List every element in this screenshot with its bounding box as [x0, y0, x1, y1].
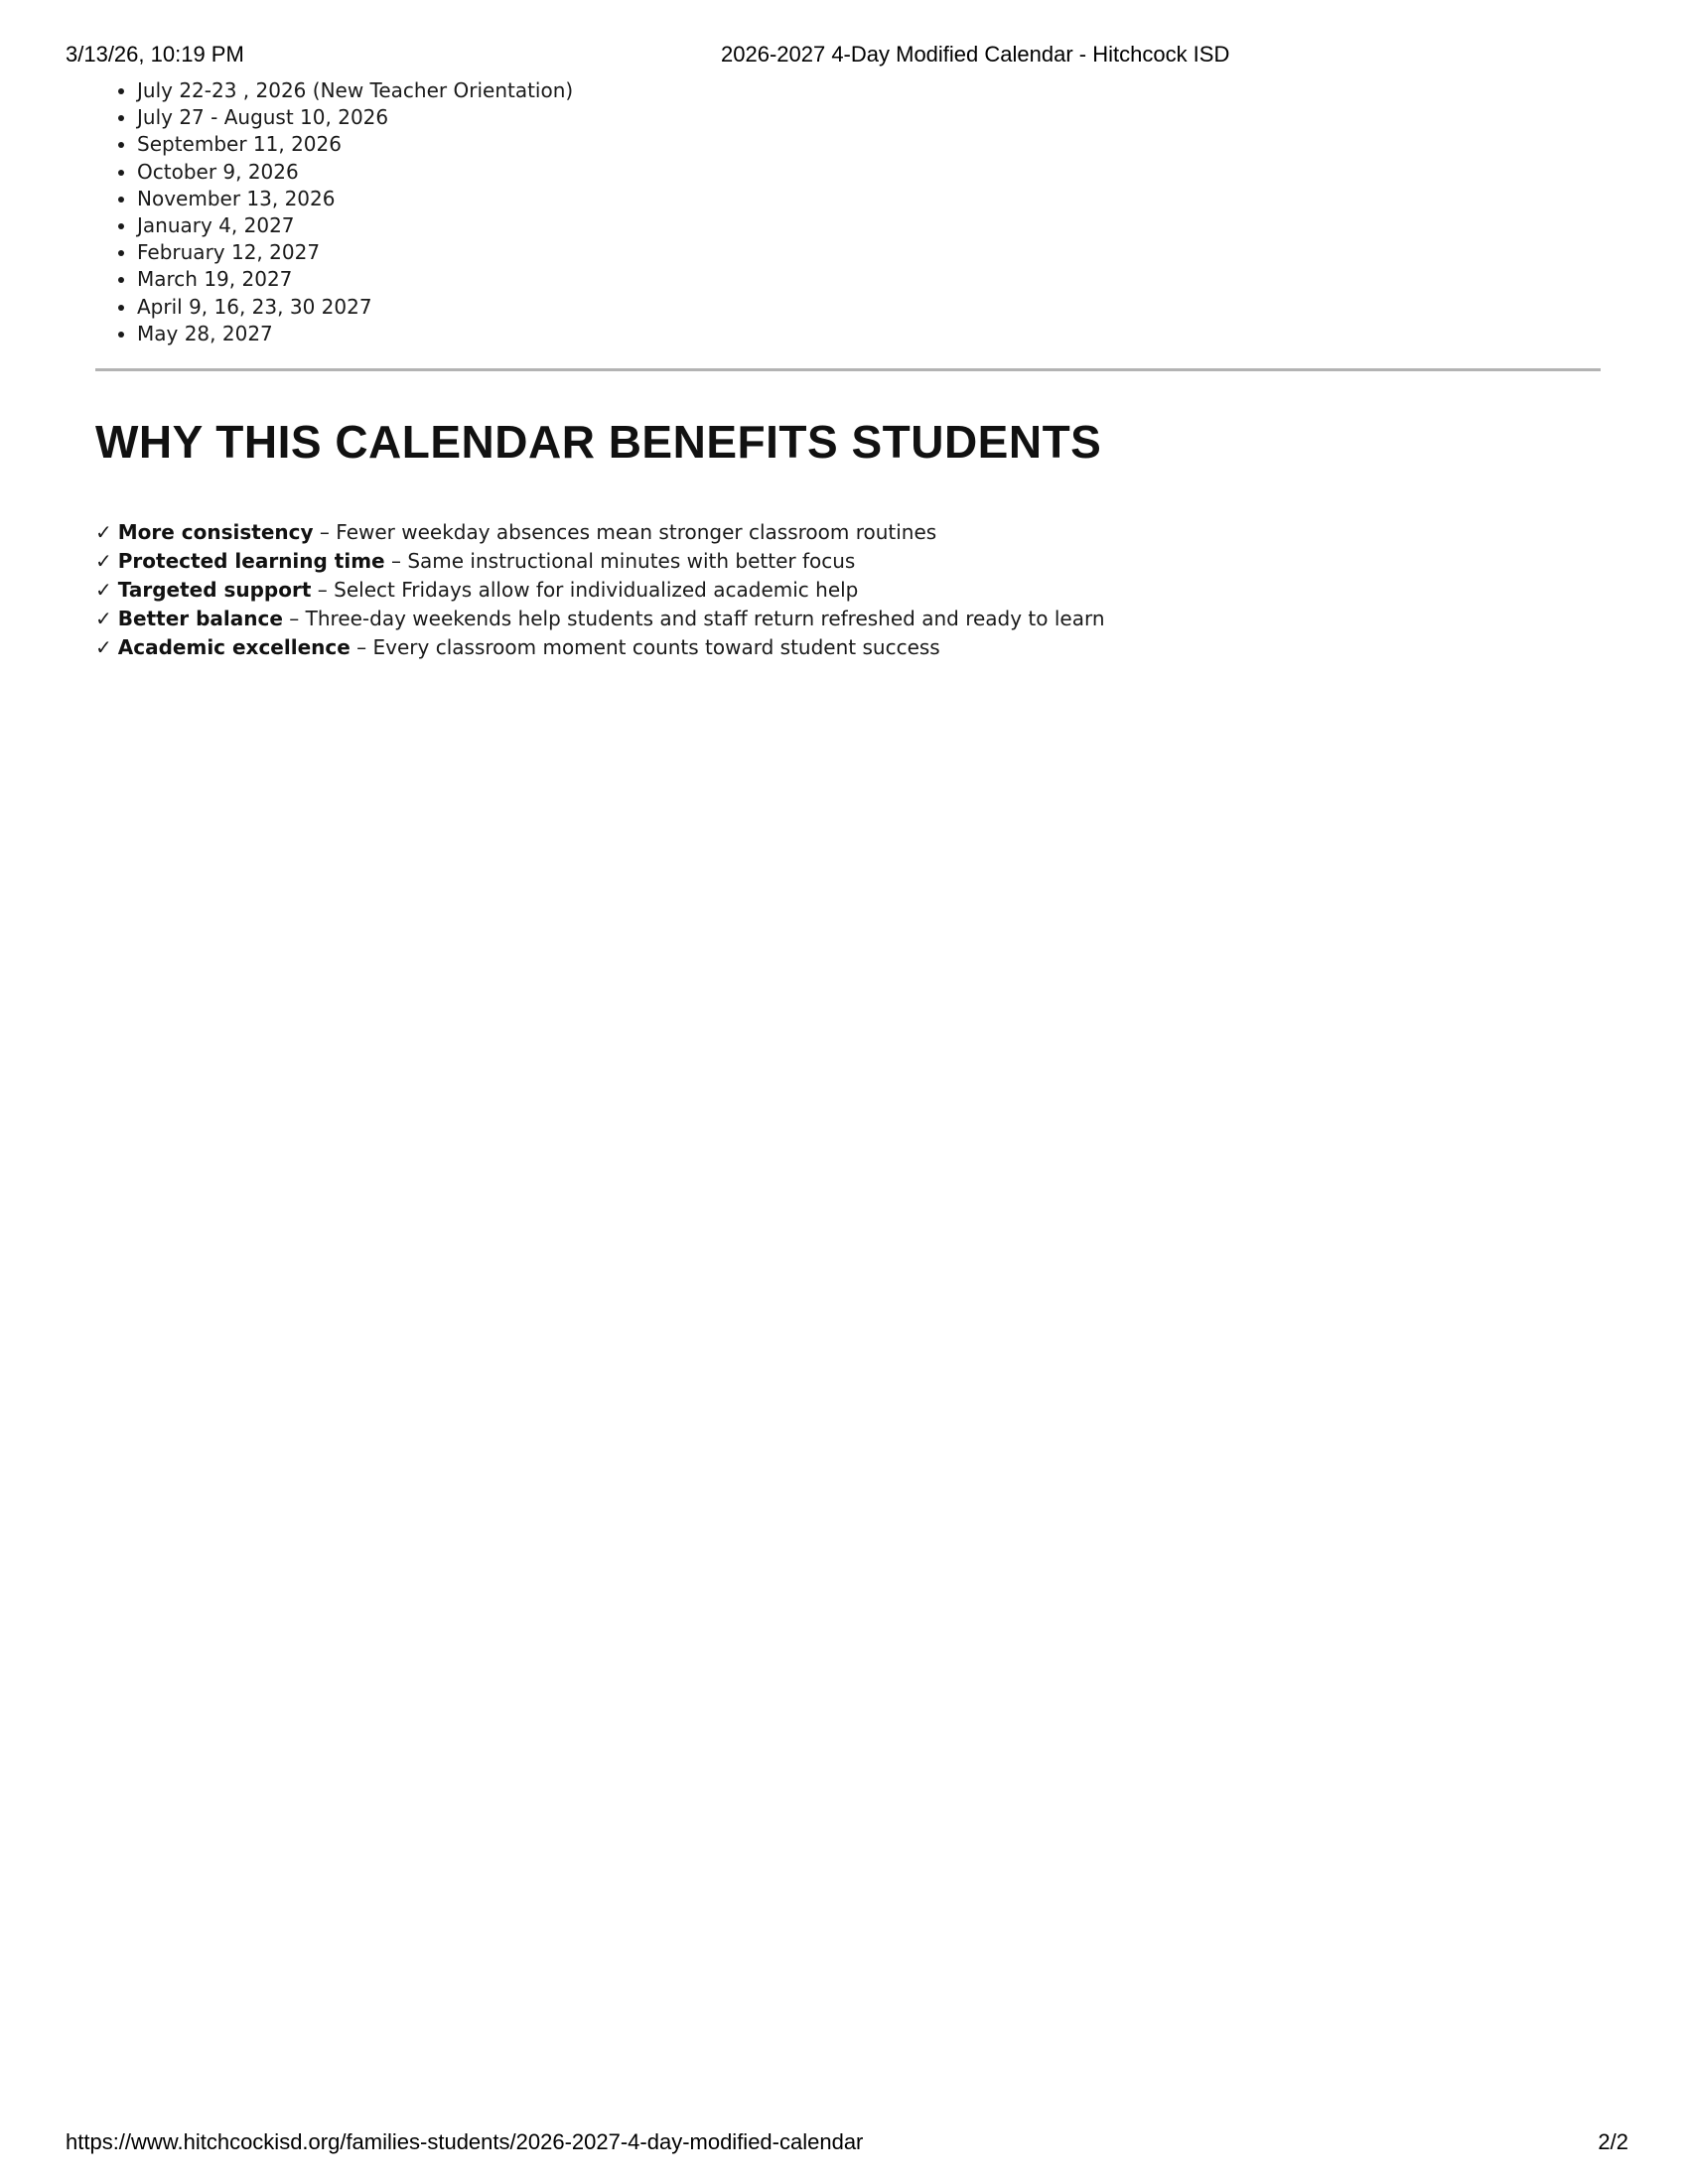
section-title: WHY THIS CALENDAR BENEFITS STUDENTS: [95, 416, 1102, 468]
date-list-item: • July 27 - August 10, 2026: [137, 104, 573, 131]
date-list-item: • October 9, 2026: [137, 159, 573, 186]
benefit-item: [95, 605, 1105, 633]
benefit-item: [95, 576, 1105, 605]
date-list-item: • May 28, 2027: [137, 321, 573, 347]
checkmark-icon: ✓: [95, 520, 112, 544]
benefit-text: – Fewer weekday absences mean stronger classroom routines: [313, 520, 937, 544]
benefit-label: Academic excellence: [117, 635, 351, 659]
calendar-dates-list: [95, 77, 573, 347]
print-footer-page-number: 2/2: [1598, 2129, 1628, 2154]
date-list-item: • February 12, 2027: [137, 239, 573, 266]
benefit-text: – Three-day weekends help students and staff return refreshed and ready to learn: [282, 607, 1105, 630]
benefit-label: Protected learning time: [117, 549, 385, 573]
benefit-label: More consistency: [117, 520, 314, 544]
checkmark-icon: ✓: [95, 635, 112, 659]
benefit-label: Better balance: [117, 607, 283, 630]
benefit-text: – Every classroom moment counts toward student success: [350, 635, 940, 659]
benefit-item: [95, 547, 1105, 576]
benefits-list: [95, 518, 1105, 662]
benefit-item: [95, 633, 1105, 662]
benefit-text: – Same instructional minutes with better focus: [384, 549, 856, 573]
benefit-item: [95, 518, 1105, 547]
benefit-text: – Select Fridays allow for individualized academic help: [311, 578, 859, 602]
date-list-item: • November 13, 2026: [137, 186, 573, 212]
print-footer-url: https://www.hitchcockisd.org/families-students/2026-2027-4-day-modified-calendar: [66, 2129, 864, 2154]
checkmark-icon: ✓: [95, 607, 112, 630]
date-list-item: • April 9, 16, 23, 30 2027: [137, 294, 573, 321]
date-list-item: • July 22-23 , 2026 (New Teacher Orientation): [137, 77, 573, 104]
print-header-title: 2026-2027 4-Day Modified Calendar - Hitchcock ISD: [721, 42, 1230, 67]
checkmark-icon: ✓: [95, 578, 112, 602]
benefit-label: Targeted support: [117, 578, 312, 602]
section-divider: [95, 368, 1601, 371]
checkmark-icon: ✓: [95, 549, 112, 573]
print-header-datetime: 3/13/26, 10:19 PM: [66, 42, 244, 67]
date-list-item: • March 19, 2027: [137, 266, 573, 293]
date-list-item: • September 11, 2026: [137, 131, 573, 158]
date-list-item: • January 4, 2027: [137, 212, 573, 239]
